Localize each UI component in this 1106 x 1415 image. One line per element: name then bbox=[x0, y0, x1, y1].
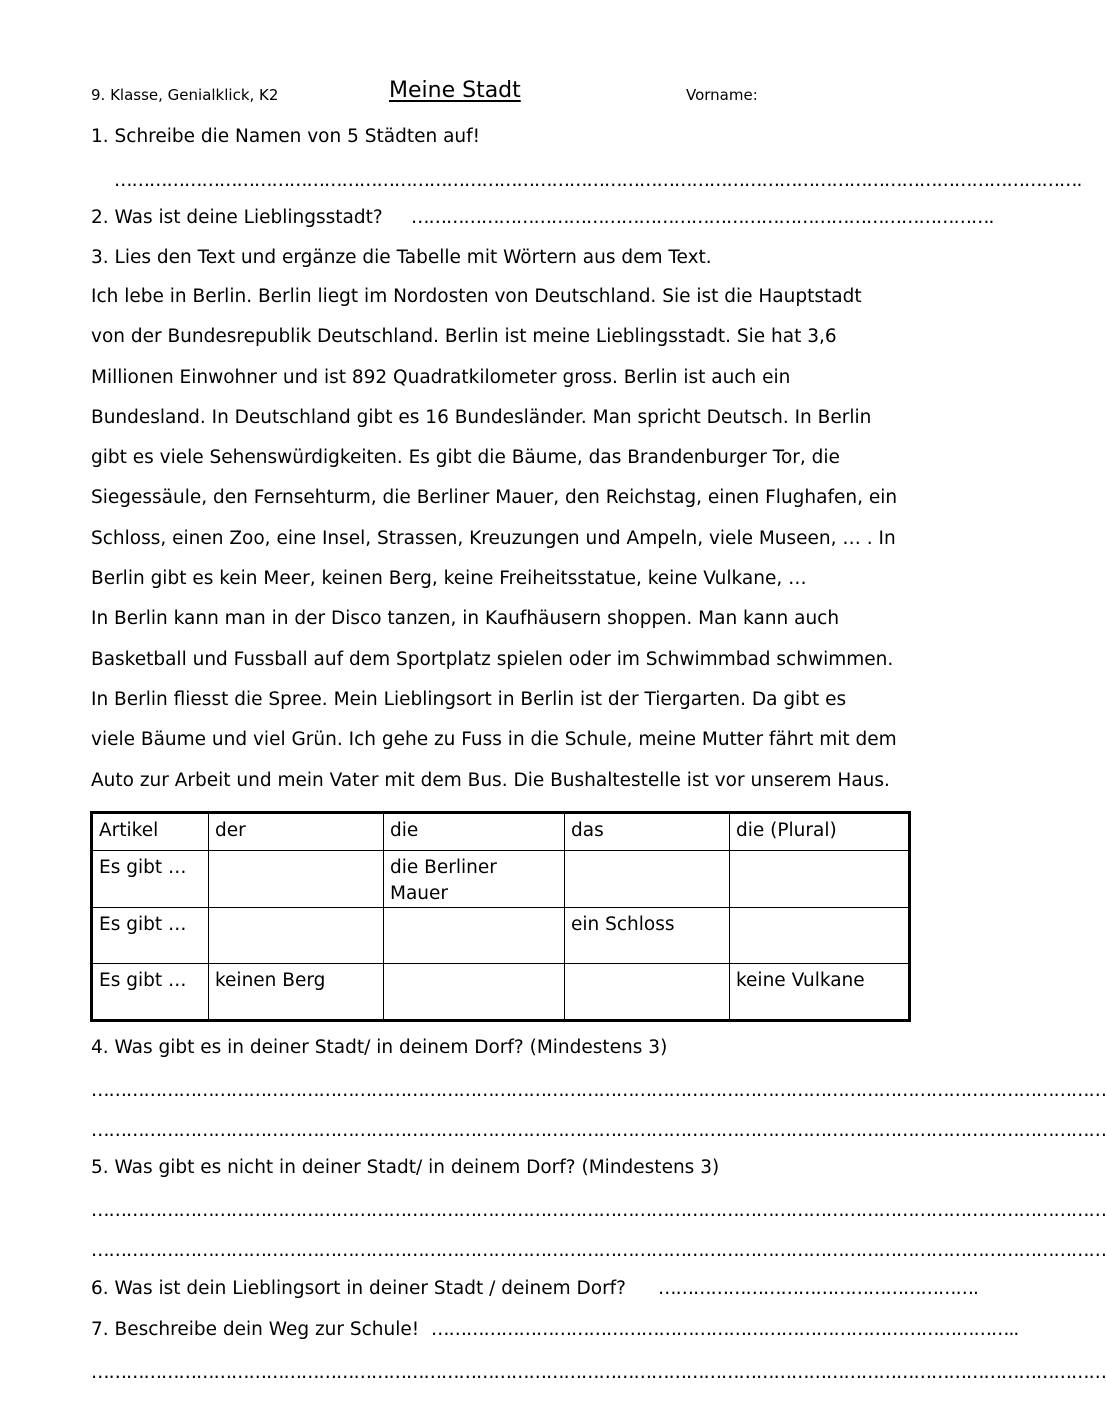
question-1: 1. Schreibe die Namen von 5 Städten auf! bbox=[91, 126, 481, 147]
question-3: 3. Lies den Text und ergänze die Tabelle mit Wörtern aus dem Text. bbox=[91, 247, 712, 268]
answer-line-q2[interactable]: ………………………………………………………………………………………. bbox=[411, 207, 994, 228]
table-cell: Artikel bbox=[92, 813, 209, 851]
text-line: In Berlin fliesst die Spree. Mein Lieblingsort in Berlin ist der Tiergarten. Da gibt es bbox=[91, 688, 847, 710]
answer-line-q1[interactable]: …………………………………………………………………………………………………………………………………………………. bbox=[114, 170, 1082, 191]
reading-text bbox=[91, 277, 897, 801]
text-line: Siegessäule, den Fernsehturm, die Berliner Mauer, den Reichstag, einen Flughafen, ein bbox=[91, 487, 898, 509]
page-title: Meine Stadt bbox=[389, 78, 521, 103]
question-6: 6. Was ist dein Lieblingsort in deiner Stadt / deinem Dorf? bbox=[91, 1278, 627, 1299]
first-name-label: Vorname: bbox=[686, 86, 758, 104]
table-cell: Es gibt … bbox=[92, 964, 209, 1021]
text-line: Schloss, einen Zoo, eine Insel, Strassen, Kreuzungen und Ampeln, viele Museen, … . In bbox=[91, 527, 896, 549]
table-cell: Es gibt … bbox=[92, 851, 209, 908]
table-row bbox=[92, 908, 910, 964]
table-cell[interactable] bbox=[384, 908, 565, 964]
text-line: Ich lebe in Berlin. Berlin liegt im Nordosten von Deutschland. Sie ist die Hauptstadt bbox=[91, 286, 862, 307]
class-info: 9. Klasse, Genialklick, K2 bbox=[91, 86, 279, 104]
question-4: 4. Was gibt es in deiner Stadt/ in deinem Dorf? (Mindestens 3) bbox=[91, 1037, 668, 1058]
text-line: Basketball und Fussball auf dem Sportplatz spielen oder im Schwimmbad schwimmen. bbox=[91, 648, 894, 670]
table-cell[interactable]: ein Schloss bbox=[565, 908, 730, 964]
table-cell[interactable] bbox=[384, 964, 565, 1021]
table-cell: die (Plural) bbox=[730, 813, 910, 851]
answer-line-q5-2[interactable]: ………………………………………………………………………………………………………………………………………………………… bbox=[91, 1240, 1106, 1261]
text-line: von der Bundesrepublik Deutschland. Berlin ist meine Lieblingsstadt. Sie hat 3,6 bbox=[91, 326, 837, 348]
text-line: Millionen Einwohner und ist 892 Quadratkilometer gross. Berlin ist auch ein bbox=[91, 366, 791, 388]
text-line: viele Bäume und viel Grün. Ich gehe zu Fuss in die Schule, meine Mutter fährt mit dem bbox=[91, 729, 897, 751]
answer-line-q7-2[interactable]: ………………………………………………………………………………………………………………………………………………………… bbox=[91, 1362, 1106, 1383]
answer-line-q4-1[interactable]: ………………………………………………………………………………………………………………………………………………………… bbox=[91, 1080, 1106, 1101]
table-cell: der bbox=[209, 813, 384, 851]
table-row bbox=[92, 964, 910, 1021]
table-header-row bbox=[92, 813, 910, 851]
table-cell[interactable]: die Berliner Mauer bbox=[384, 851, 565, 908]
table-cell: Es gibt … bbox=[92, 908, 209, 964]
text-line: Berlin gibt es kein Meer, keinen Berg, keine Freiheitsstatue, keine Vulkane, … bbox=[91, 568, 807, 590]
table-cell[interactable] bbox=[209, 908, 384, 964]
text-line: gibt es viele Sehenswürdigkeiten. Es gibt die Bäume, das Brandenburger Tor, die bbox=[91, 447, 840, 469]
text-line: Auto zur Arbeit und mein Vater mit dem Bus. Die Bushaltestelle ist vor unserem Haus. bbox=[91, 769, 890, 791]
table-row bbox=[92, 851, 910, 908]
answer-line-q5-1[interactable]: ………………………………………………………………………………………………………………………………………………………… bbox=[91, 1200, 1106, 1221]
article-table bbox=[90, 811, 911, 1022]
table-cell[interactable] bbox=[209, 851, 384, 908]
text-line: Bundesland. In Deutschland gibt es 16 Bundesländer. Man spricht Deutsch. In Berlin bbox=[91, 406, 872, 428]
table-cell[interactable] bbox=[730, 851, 910, 908]
table-cell[interactable] bbox=[730, 908, 910, 964]
table-cell[interactable] bbox=[565, 851, 730, 908]
question-5: 5. Was gibt es nicht in deiner Stadt/ in deinem Dorf? (Mindestens 3) bbox=[91, 1157, 720, 1178]
question-7: 7. Beschreibe dein Weg zur Schule! bbox=[91, 1319, 420, 1340]
text-line: In Berlin kann man in der Disco tanzen, in Kaufhäusern shoppen. Man kann auch bbox=[91, 608, 840, 630]
table-cell: die bbox=[384, 813, 565, 851]
answer-line-q4-2[interactable]: ………………………………………………………………………………………………………………………………………………………… bbox=[91, 1120, 1106, 1141]
question-2: 2. Was ist deine Lieblingsstadt? bbox=[91, 207, 383, 228]
table-cell[interactable]: keinen Berg bbox=[209, 964, 384, 1021]
table-cell[interactable]: keine Vulkane bbox=[730, 964, 910, 1021]
answer-line-q7-1[interactable]: ……………………………………………………………………………………….. bbox=[431, 1319, 1019, 1340]
table-cell[interactable] bbox=[565, 964, 730, 1021]
table-cell: das bbox=[565, 813, 730, 851]
answer-line-q6[interactable]: ………………………………………………. bbox=[658, 1278, 978, 1299]
